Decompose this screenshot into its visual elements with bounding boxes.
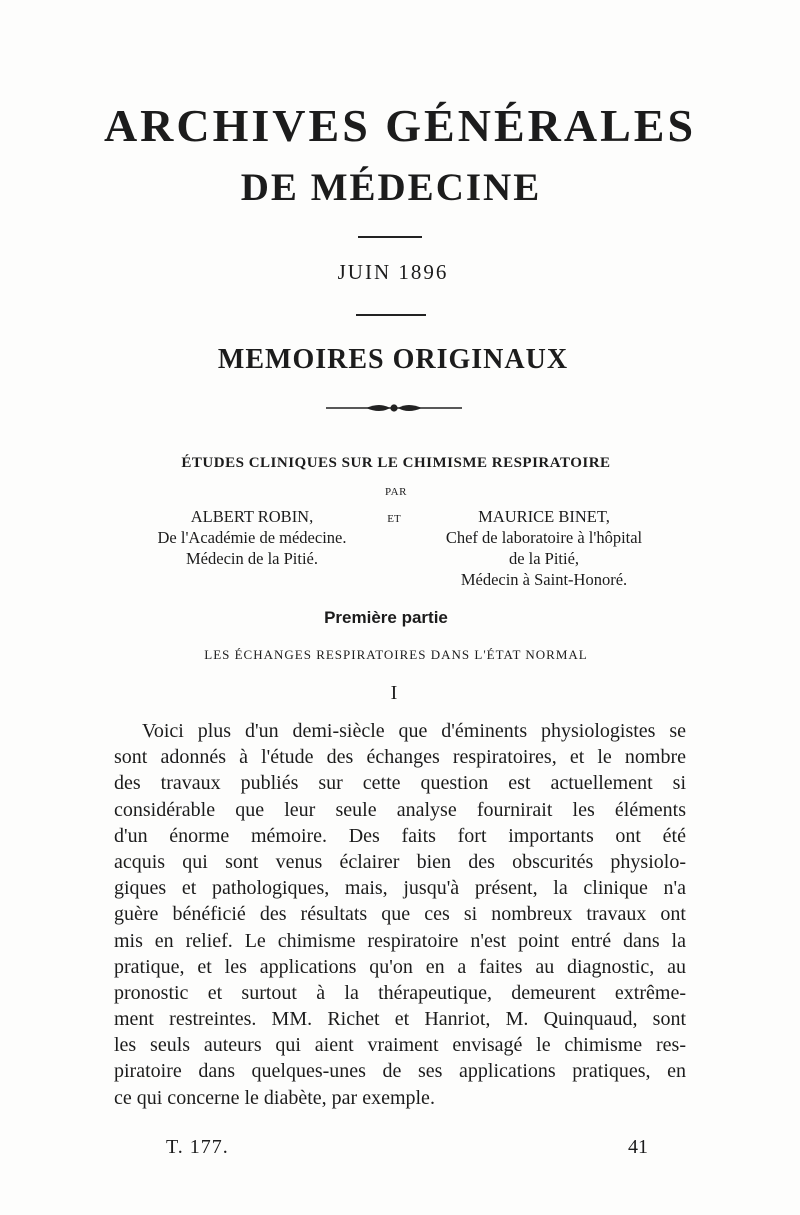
subsection-heading: LES ÉCHANGES RESPIRATOIRES DANS L'ÉTAT NORMAL (204, 647, 588, 662)
author-affiliation: Chef de laboratoire à l'hôpital (445, 528, 643, 547)
divider-rule (356, 314, 426, 316)
chapter-numeral: I (390, 682, 398, 704)
byline-par: PAR (385, 486, 407, 498)
page-number: 41 (628, 1136, 648, 1158)
body-line: considérable que leur seule analyse fournirait les éléments (114, 798, 686, 821)
author-affiliation: Médecin à Saint-Honoré. (460, 570, 628, 589)
section-heading: MEMOIRES ORIGINAUX (217, 344, 569, 375)
journal-title: ARCHIVES GÉNÉRALES (103, 100, 697, 151)
body-paragraph (114, 718, 686, 1111)
author-name: MAURICE BINET, (478, 507, 610, 526)
journal-subtitle: DE MÉDECINE (240, 166, 542, 209)
body-line: giques et pathologiques, mais, jusqu'à présent, la clinique n'a (114, 877, 686, 900)
author-right (416, 506, 672, 590)
body-line: des travaux publiés sur cette question est actuellement si (114, 772, 686, 795)
part-heading: Première partie (324, 608, 448, 627)
body-line: sont adonnés à l'étude des échanges respiratoires, et le nombre (114, 746, 686, 769)
body-line: Voici plus d'un demi-siècle que d'éminents physiologistes se (142, 720, 686, 742)
article-title: ÉTUDES CLINIQUES SUR LE CHIMISME RESPIRATOIRE (181, 455, 611, 471)
body-line: pratique, et les applications qu'on en a faites au diagnostic, au (114, 955, 686, 978)
author-affiliation: Médecin de la Pitié. (186, 549, 318, 568)
body-line: piratoire dans quelques-unes de ses applications pratiques, en (114, 1060, 686, 1083)
author-affiliation: de la Pitié, (508, 549, 580, 568)
divider-rule (358, 236, 422, 238)
body-line: d'un énorme mémoire. Des faits fort importants ont été (114, 824, 686, 847)
body-line: ment restreintes. MM. Richet et Hanriot, M. Quinquaud, sont (114, 1008, 686, 1031)
author-affiliation: De l'Académie de médecine. (157, 528, 347, 547)
body-line: acquis qui sont venus éclairer bien des obscurités physiolo- (114, 850, 686, 873)
byline-et: ET (387, 513, 401, 525)
body-line: mis en relief. Le chimisme respiratoire n'est point entré dans la (114, 929, 686, 952)
body-line: pronostic et surtout à la thérapeutique, demeurent extrême- (114, 981, 686, 1004)
volume-label: T. 177. (166, 1136, 229, 1158)
body-line: ce qui concerne le diabète, par exemple. (114, 1086, 435, 1109)
author-name: ALBERT ROBIN, (190, 507, 314, 526)
author-left (132, 506, 372, 569)
body-line: les seuls auteurs qui aient vraiment envisagé le chimisme res- (114, 1034, 686, 1057)
body-line: guère bénéficié des résultats que ces si nombreux travaux ont (114, 903, 686, 926)
issue-date: JUIN 1896 (337, 260, 449, 284)
ornament-divider (326, 398, 462, 418)
